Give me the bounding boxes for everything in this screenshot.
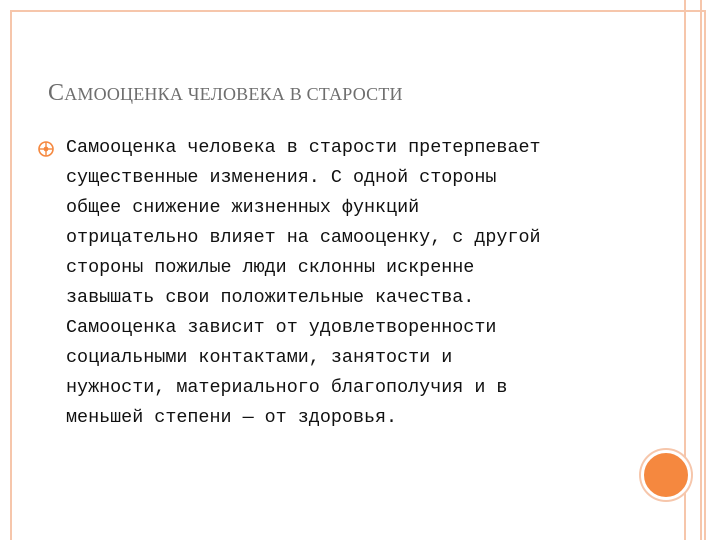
bullet-text: Самооценка человека в старости претерпевает существенные изменения. С одной стороны общее снижение жизненных функций отрицательно влияет на самооценку, с другой стороны пожилые люди склонны искренне завышать свои положительные качества. Самооценка зависит от удовлетворенности социальными контактами, занятости и нужности, материального благополучия и в меньшей степени — от здоровья.	[66, 137, 541, 428]
sun-bullet-icon	[38, 141, 54, 157]
title-rest: АМООЦЕНКА ЧЕЛОВЕКА В СТАРОСТИ	[64, 84, 403, 104]
slide-title	[48, 80, 403, 107]
title-initial: С	[48, 80, 65, 106]
frame-right-line-outer	[700, 0, 702, 540]
decorative-circle	[641, 450, 691, 500]
